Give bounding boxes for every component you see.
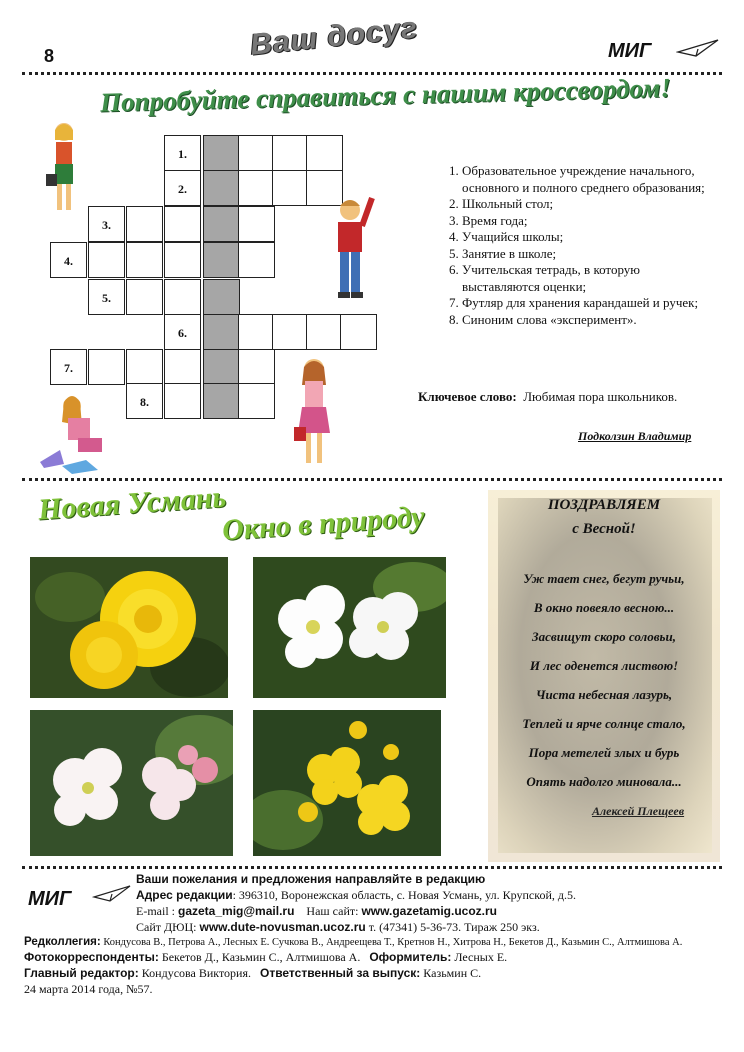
footer-invite: Ваши пожелания и предложения направляйте в редакцию bbox=[136, 872, 486, 886]
clue-number: 1. bbox=[178, 147, 187, 161]
crossword-key-cell[interactable] bbox=[203, 206, 240, 242]
clue-item: 5. Занятие в школе; bbox=[462, 246, 721, 263]
crossword-title: Попробуйте справиться с нашим кроссвордом! bbox=[99, 72, 672, 118]
footer-board: Редколлегия: Кондусова В., Петрова А., Лесных Е. Сучкова В., Андреещева Т., Кретнов Н., Хитрова Н., Бекетов Д., Казьмин С., Алтмишова А. bbox=[24, 936, 683, 948]
footer-divider bbox=[22, 866, 722, 869]
clue-item: 8. Синоним слова «эксперимент». bbox=[462, 312, 721, 329]
photo-yellow-celandine bbox=[253, 710, 441, 856]
poem-line: Засвищут скоро соловьи, bbox=[532, 629, 676, 644]
crossword-cell[interactable] bbox=[88, 279, 125, 315]
clue-number: 6. bbox=[178, 326, 187, 340]
keyword-text: Любимая пора школьников. bbox=[523, 389, 678, 404]
photo-apple-blossom bbox=[30, 710, 233, 856]
crossword-cell[interactable] bbox=[238, 242, 275, 278]
clue-number: 2. bbox=[178, 182, 187, 196]
crossword-clues bbox=[436, 163, 721, 328]
footer-dyuts: Сайт ДЮЦ: www.dute-novusman.ucoz.ru т. (47341) 5-36-73. Тираж 250 экз. bbox=[136, 920, 540, 934]
poem-author: Алексей Плещеев bbox=[592, 804, 685, 818]
crossword-cell[interactable] bbox=[126, 206, 163, 242]
crossword-cell[interactable] bbox=[238, 349, 275, 385]
footer-editor: Главный редактор: Кондусова Виктория. Ответственный за выпуск: Казьмин С. bbox=[24, 966, 482, 980]
crossword-cell[interactable] bbox=[50, 242, 87, 278]
crossword-cell[interactable] bbox=[164, 383, 201, 419]
logo: МИГ bbox=[608, 40, 652, 62]
photo-white-blossom bbox=[253, 557, 446, 698]
crossword-key-cell[interactable] bbox=[203, 135, 240, 171]
girl-drawing-illustration bbox=[38, 392, 114, 474]
crossword-cell[interactable] bbox=[88, 349, 125, 385]
clue-item: 4. Учащийся школы; bbox=[462, 229, 721, 246]
poem-background-image bbox=[498, 498, 712, 853]
crossword-cell[interactable] bbox=[164, 135, 201, 171]
footer-address: Адрес редакции: 396310, Воронежская область, с. Новая Усмань, ул. Крупской, д.5. bbox=[136, 888, 576, 902]
poem-line: Опять надолго миновала... bbox=[526, 774, 682, 789]
clue-number: 7. bbox=[64, 361, 73, 375]
dyuts-link[interactable]: www.dute-novusman.ucoz.ru bbox=[199, 920, 366, 934]
footer-contacts: E-mail : gazeta_mig@mail.ru Наш сайт: www.gazetamig.ucoz.ru bbox=[136, 904, 498, 918]
crossword-cell[interactable] bbox=[340, 314, 377, 350]
clue-number: 3. bbox=[102, 218, 111, 232]
crossword-cell[interactable] bbox=[272, 135, 309, 171]
crossword-cell[interactable] bbox=[272, 314, 309, 350]
crossword-cell[interactable] bbox=[306, 135, 343, 171]
crossword-cell[interactable] bbox=[238, 170, 275, 206]
site-link[interactable]: www.gazetamig.ucoz.ru bbox=[361, 904, 498, 918]
girl-with-bag-illustration bbox=[44, 118, 84, 218]
footer-logo: МИГ bbox=[28, 888, 72, 910]
clue-item: 1. Образовательное учреждение начального, основного и полного среднего образования; bbox=[462, 163, 721, 196]
crossword-cell[interactable] bbox=[238, 135, 275, 171]
footer-date: 24 марта 2014 года, №57. bbox=[24, 982, 153, 996]
crossword-cell[interactable] bbox=[272, 170, 309, 206]
clue-item: 2. Школьный стол; bbox=[462, 196, 721, 213]
paper-plane-icon bbox=[676, 38, 720, 60]
poem-heading: ПОЗДРАВЛЯЕМ bbox=[547, 497, 661, 513]
clue-item: 3. Время года; bbox=[462, 213, 721, 230]
crossword-cell[interactable] bbox=[238, 314, 275, 350]
section-title: Ваш досуг bbox=[248, 11, 420, 62]
crossword-cell[interactable] bbox=[126, 349, 163, 385]
poem-line: И лес оденется листвою! bbox=[529, 658, 679, 673]
page-number: 8 bbox=[44, 46, 55, 66]
crossword-cell[interactable] bbox=[88, 206, 125, 242]
nature-title-line1: Новая Усмань bbox=[37, 480, 228, 527]
crossword-cell[interactable] bbox=[238, 206, 275, 242]
crossword-cell[interactable] bbox=[164, 242, 201, 278]
clue-item: 6. Учительская тетрадь, в которую выставляются оценки; bbox=[462, 262, 721, 295]
footer-photographers: Фотокорреспонденты: Бекетов Д., Казьмин С., Алтмишова А. Оформитель: Лесных Е. bbox=[24, 950, 508, 964]
boy-waving-illustration bbox=[330, 190, 376, 308]
crossword-cell[interactable] bbox=[238, 383, 275, 419]
crossword-key-cell[interactable] bbox=[203, 349, 240, 385]
crossword-cell[interactable] bbox=[164, 279, 201, 315]
photo-dandelions bbox=[30, 557, 228, 698]
crossword-key-cell[interactable] bbox=[203, 242, 240, 278]
nature-title-line2: Окно в природу bbox=[221, 499, 426, 548]
crossword-cell[interactable] bbox=[126, 383, 163, 419]
email-link[interactable]: gazeta_mig@mail.ru bbox=[178, 904, 295, 918]
clue-item: 7. Футляр для хранения карандашей и ручек; bbox=[462, 295, 721, 312]
crossword-cell[interactable] bbox=[88, 242, 125, 278]
crossword-key-cell[interactable] bbox=[203, 383, 240, 419]
crossword-cell[interactable] bbox=[164, 170, 201, 206]
poem-line: Уж тает снег, бегут ручьи, bbox=[523, 571, 685, 586]
crossword-key-cell[interactable] bbox=[203, 279, 240, 315]
crossword-key-cell[interactable] bbox=[203, 170, 240, 206]
keyword-label: Ключевое слово: bbox=[418, 389, 517, 404]
crossword-cell[interactable] bbox=[164, 206, 201, 242]
poem-line: В окно повеяло весною... bbox=[533, 600, 675, 615]
clue-number: 4. bbox=[64, 254, 73, 268]
keyword bbox=[418, 389, 677, 405]
crossword-cell[interactable] bbox=[164, 314, 201, 350]
crossword-cell[interactable] bbox=[164, 349, 201, 385]
poem-line: Теплей и ярче солнце стало, bbox=[522, 716, 686, 731]
paper-plane-icon bbox=[92, 884, 132, 904]
poem-line: Пора метелей злых и бурь bbox=[528, 745, 680, 760]
crossword-cell[interactable] bbox=[306, 314, 343, 350]
clue-number: 5. bbox=[102, 291, 111, 305]
section-divider bbox=[22, 478, 722, 481]
crossword-cell[interactable] bbox=[126, 279, 163, 315]
crossword-key-cell[interactable] bbox=[203, 314, 240, 350]
clue-number: 8. bbox=[140, 395, 149, 409]
crossword-author: Подколзин Владимир bbox=[578, 429, 692, 443]
poem-subheading: с Весной! bbox=[572, 521, 636, 537]
crossword-cell[interactable] bbox=[50, 349, 87, 385]
girl-in-pink-illustration bbox=[292, 355, 338, 473]
poem-line: Чиста небесная лазурь, bbox=[535, 687, 673, 702]
crossword-cell[interactable] bbox=[126, 242, 163, 278]
